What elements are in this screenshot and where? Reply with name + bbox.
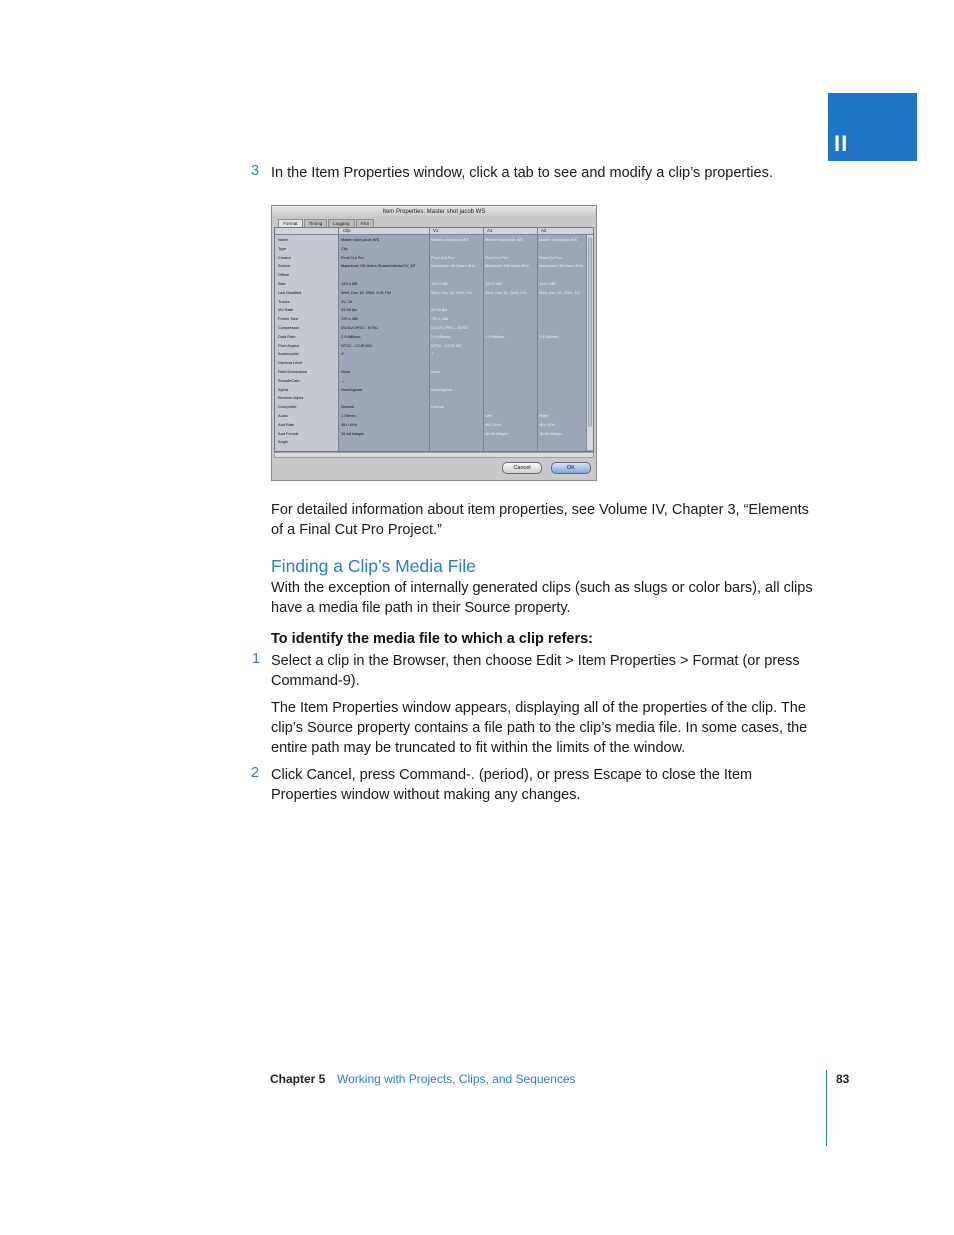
step-2-text: Click Cancel, press Command-. (period), or press Escape to close the Item Properties window without making any changes. bbox=[271, 767, 753, 803]
footer-chapter: Chapter 5 bbox=[270, 1072, 326, 1086]
cell-label: Compressor bbox=[278, 325, 300, 330]
cell-a2: 2.9 MB/sec bbox=[539, 333, 559, 339]
cell-v1: 23.98 fps bbox=[431, 307, 448, 313]
cell-v1: Wed, Dec 15, 2004, 9:4 bbox=[431, 289, 472, 295]
cell-label: Frame Size bbox=[278, 316, 298, 322]
cell-label: Name bbox=[278, 237, 289, 242]
cell-label: Source bbox=[278, 263, 291, 269]
cell-label: Last Modified bbox=[278, 289, 302, 295]
cell-label: Vid Rate bbox=[278, 307, 293, 313]
cell-label: Audio bbox=[278, 413, 288, 418]
cell-clip: 720 x 480 bbox=[341, 316, 359, 322]
cell-a2: 16-bit Integer bbox=[539, 430, 562, 436]
cell-a1: 16-bit Integer bbox=[485, 430, 508, 436]
table-header bbox=[275, 228, 593, 235]
cell-label: Creator bbox=[278, 254, 291, 260]
column-header-a2[interactable]: A2 bbox=[541, 228, 547, 233]
task-label: To identify the media file to which a clip refers: bbox=[271, 631, 594, 647]
table-row[interactable] bbox=[275, 386, 593, 395]
window-tab-bar bbox=[278, 219, 374, 227]
table-row[interactable] bbox=[275, 359, 593, 368]
step-2-number: 2 bbox=[251, 765, 260, 781]
section-intro: With the exception of internally generated clips (such as slugs or color bars), all clips have a media file path in their Source property. bbox=[271, 580, 813, 616]
cell-label: Field Dominance bbox=[278, 369, 308, 374]
cell-a2: Wed, Dec 15, 2004, 9:4 bbox=[539, 289, 580, 295]
column-header-a1[interactable]: A1 bbox=[487, 228, 493, 233]
cell-a2: Macintosh HD:Users:Sha bbox=[539, 263, 583, 269]
cell-a2: Final Cut Pro bbox=[539, 254, 562, 260]
cell-clip: 48.0 KHz bbox=[341, 421, 358, 427]
cell-label: Gamma Level bbox=[278, 360, 303, 366]
cell-v1: 133.4 MB bbox=[431, 281, 448, 286]
cell-a1: Left bbox=[485, 413, 492, 418]
cell-label: Data Rate bbox=[278, 333, 296, 339]
column-header-clip[interactable]: Clip bbox=[343, 228, 351, 233]
cell-a2: Right bbox=[539, 413, 549, 418]
table-row[interactable] bbox=[275, 280, 593, 289]
tab-timing[interactable]: Timing bbox=[304, 219, 328, 227]
window-title: Item Properties: Master shot jacob WS bbox=[272, 206, 596, 218]
cell-clip: 16-bit Integer bbox=[341, 430, 364, 436]
table-row[interactable] bbox=[275, 350, 593, 359]
cell-label: Reverse Alpha bbox=[278, 395, 304, 401]
cell-clip: — bbox=[341, 377, 345, 383]
cell-label: Angle bbox=[278, 439, 288, 445]
cell-clip: 133.4 MB bbox=[341, 281, 358, 286]
cell-clip: None bbox=[341, 369, 351, 374]
cell-v1: ✔ bbox=[431, 351, 435, 357]
table-row[interactable] bbox=[275, 438, 593, 447]
ok-button[interactable]: OK bbox=[551, 462, 591, 474]
table-row[interactable] bbox=[275, 254, 593, 263]
scrollbar-thumb[interactable] bbox=[588, 237, 592, 427]
cancel-button[interactable]: Cancel bbox=[502, 462, 542, 474]
cell-label: Alpha bbox=[278, 386, 288, 392]
cell-label: Pixel Aspect bbox=[278, 342, 300, 348]
part-tab-marker bbox=[828, 93, 917, 161]
step-1-note: The Item Properties window appears, displaying all of the properties of the clip. The clip’s Source property contains a file path to the clip’s media file. In some cases, the entire path may be truncated to fit within the limits of the window. bbox=[271, 700, 808, 756]
cell-clip: 1V, 2A bbox=[341, 298, 353, 304]
footer-divider bbox=[826, 1070, 827, 1146]
cell-v1: Macintosh HD:Users:Sha bbox=[431, 263, 475, 269]
table-row[interactable] bbox=[275, 298, 593, 307]
table-row[interactable] bbox=[275, 236, 593, 245]
step-3-text: In the Item Properties window, click a tab to see and modify a clip’s properties. bbox=[271, 165, 773, 181]
column-header-v1[interactable]: V1 bbox=[433, 228, 439, 233]
table-row[interactable] bbox=[275, 324, 593, 333]
horizontal-scrollbar[interactable] bbox=[274, 452, 594, 458]
cell-label: Anamorphic bbox=[278, 351, 299, 357]
table-row[interactable] bbox=[275, 368, 593, 377]
cell-clip: ✔ bbox=[341, 351, 345, 357]
cell-label: Offline bbox=[278, 272, 290, 278]
cell-label: Tracks bbox=[278, 298, 290, 304]
cell-clip: 1 Stereo bbox=[341, 413, 356, 418]
table-row[interactable] bbox=[275, 412, 593, 421]
cell-a2: Master shot jacob WS bbox=[539, 237, 578, 242]
table-row[interactable] bbox=[275, 430, 593, 439]
cell-clip: Final Cut Pro bbox=[341, 254, 364, 260]
tab-film[interactable]: Film bbox=[356, 219, 375, 227]
cell-v1: Master shot jacob WS bbox=[431, 237, 470, 242]
table-row[interactable] bbox=[275, 377, 593, 386]
cell-a1: Wed, Dec 15, 2004, 9:4 bbox=[485, 289, 526, 295]
cell-v1: None/Ignore bbox=[431, 386, 453, 392]
step-1-number: 1 bbox=[252, 651, 261, 667]
vertical-scrollbar[interactable] bbox=[586, 235, 593, 450]
cell-label: Size bbox=[278, 281, 286, 286]
table-row[interactable] bbox=[275, 403, 593, 412]
cell-clip: 2.9 MB/sec bbox=[341, 333, 361, 339]
section-heading: Finding a Clip’s Media File bbox=[271, 556, 476, 576]
cell-clip: DV/DVCPRO - NTSC bbox=[341, 325, 379, 330]
cell-label: Aud Rate bbox=[278, 421, 295, 427]
cell-label: Composite bbox=[278, 404, 297, 410]
table-row[interactable] bbox=[275, 289, 593, 298]
cell-v1: Final Cut Pro bbox=[431, 254, 454, 260]
step-1-text: Select a clip in the Browser, then choose Edit > Item Properties > Format (or press Command-9). bbox=[271, 653, 800, 689]
table-row[interactable] bbox=[275, 421, 593, 430]
page-number: 83 bbox=[836, 1072, 850, 1086]
cell-label: SmoothCam bbox=[278, 377, 300, 383]
cell-clip: Clip bbox=[341, 245, 348, 251]
table-row[interactable] bbox=[275, 333, 593, 342]
cell-a1: Final Cut Pro bbox=[485, 254, 508, 260]
cell-a2: 133.4 MB bbox=[539, 281, 556, 286]
cell-clip: Wed, Dec 15, 2004, 9:41 PM bbox=[341, 289, 391, 295]
cell-v1: NTSC - CCIR 601 bbox=[431, 342, 463, 348]
cell-v1: 2.9 MB/sec bbox=[431, 333, 451, 339]
cell-clip: NTSC - CCIR 601 bbox=[341, 342, 373, 348]
table-row[interactable] bbox=[275, 262, 593, 271]
part-tab-label: II bbox=[834, 131, 849, 156]
cell-a2: 48.0 KHz bbox=[539, 421, 556, 427]
properties-table bbox=[274, 227, 594, 452]
footer-chapter-title: Working with Projects, Clips, and Sequences bbox=[337, 1072, 576, 1086]
cell-v1: 720 x 480 bbox=[431, 316, 449, 322]
cell-clip: 23.98 fps bbox=[341, 307, 358, 313]
cell-a1: Master shot jacob WS bbox=[485, 237, 524, 242]
cell-a1: 2.9 MB/sec bbox=[485, 333, 505, 339]
cell-v1: None bbox=[431, 369, 441, 374]
cell-clip: Macintosh HD:Users:Shared:Media:DV_NT bbox=[341, 263, 416, 269]
table-row[interactable] bbox=[275, 342, 593, 351]
cell-v1: DV/DVCPRO - NTSC bbox=[431, 325, 469, 330]
table-row[interactable] bbox=[275, 394, 593, 403]
cell-label: Aud Format bbox=[278, 430, 299, 436]
cell-clip: Normal bbox=[341, 404, 354, 410]
cell-a1: 133.4 MB bbox=[485, 281, 502, 286]
cell-a1: Macintosh HD:Users:Sha bbox=[485, 263, 529, 269]
table-row[interactable] bbox=[275, 306, 593, 315]
table-row[interactable] bbox=[275, 271, 593, 280]
tab-format[interactable]: Format bbox=[278, 219, 303, 227]
step-3-number: 3 bbox=[251, 163, 260, 179]
cell-a1: 48.0 KHz bbox=[485, 421, 502, 427]
table-row[interactable] bbox=[275, 245, 593, 254]
table-row[interactable] bbox=[275, 315, 593, 324]
cell-label: Type bbox=[278, 245, 287, 251]
details-paragraph: For detailed information about item properties, see Volume IV, Chapter 3, “Elements of a Final Cut Pro Project.” bbox=[271, 502, 809, 538]
cell-clip: None/Ignore bbox=[341, 386, 363, 392]
item-properties-window bbox=[271, 205, 597, 481]
cell-v1: Normal bbox=[431, 404, 444, 410]
tab-logging[interactable]: Logging bbox=[328, 219, 354, 227]
cell-clip: Master shot jacob WS bbox=[341, 237, 380, 242]
